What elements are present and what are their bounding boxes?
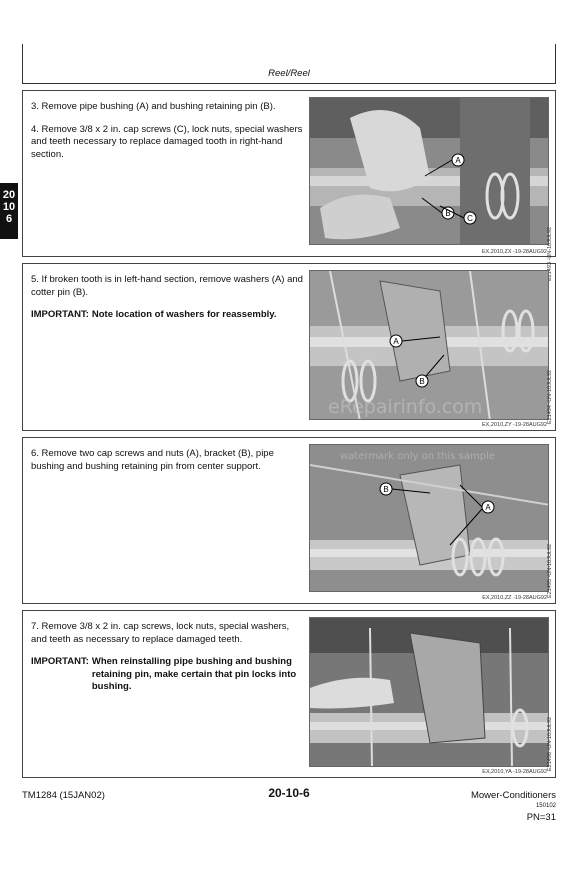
step-panel-3 <box>22 437 556 604</box>
photo-4 <box>309 617 549 767</box>
callout-b-1: B <box>445 209 451 218</box>
important-label-1: IMPORTANT: <box>31 309 89 320</box>
important-note-2 <box>31 656 303 694</box>
panel-3-text <box>31 448 303 483</box>
panel-2-text <box>31 274 303 322</box>
tab-line-1: 20 <box>2 189 16 201</box>
callout-c-1: C <box>467 214 473 223</box>
tab-line-3: 6 <box>5 213 13 225</box>
footer-doc-id: TM1284 (15JAN02) <box>22 790 105 801</box>
caption-2: EX,2010,ZY -19-28AUG92 <box>481 422 547 428</box>
header-box <box>22 44 556 84</box>
watermark-main: eRepairinfo.com <box>328 396 483 418</box>
footer-manual-title: Mower-Conditioners <box>470 790 556 801</box>
footer-date-code: 150102 <box>535 803 556 809</box>
section-tab <box>0 183 18 239</box>
callout-a-2: A <box>393 337 399 346</box>
step-5: 5. If broken tooth is in left-hand section, remove washers (A) and cotter pin (B). <box>31 274 303 298</box>
panel-4-text <box>31 621 303 694</box>
important-label-2: IMPORTANT: <box>31 656 89 667</box>
step-6: 6. Remove two cap screws and nuts (A), bracket (B), pipe bushing and bushing retaining pin from center support. <box>31 448 274 472</box>
footer-pn: PN=31 <box>526 812 556 823</box>
caption-4: EX,2010,YA -19-28AUG92 <box>482 769 547 775</box>
footer-page-number: 20-10-6 <box>268 786 310 800</box>
tab-line-2: 10 <box>2 201 16 213</box>
step-panel-1 <box>22 90 556 281</box>
important-note-1 <box>31 309 303 322</box>
caption-3: EX,2010,ZZ -19-28AUG92 <box>482 595 547 601</box>
figure-code-1: E21493 -UN-10JUL92 <box>547 226 553 281</box>
photo-1 <box>309 97 549 245</box>
step-7: 7. Remove 3/8 x 2 in. cap screws, lock nuts, special washers, and teeth as necessary to replace damaged teeth. <box>31 621 290 645</box>
callout-a-3: A <box>485 503 491 512</box>
section-title: Reel/Reel <box>268 68 310 79</box>
panel-1-text <box>31 101 303 171</box>
important-text-2: When reinstalling pipe bushing and bushing retaining pin, make certain that pin locks into bushing. <box>91 656 297 692</box>
figure-code-4: E21496 -UN-10JUL92 <box>547 716 553 771</box>
caption-1: EX,2010,ZX -19-28AUG92 <box>481 249 547 255</box>
footer-right <box>471 790 556 823</box>
callout-b-2: B <box>419 377 425 386</box>
photo-3 <box>309 444 549 592</box>
figure-code-3: E21495 -UN-10JUL92 <box>547 543 553 598</box>
important-text-1: Note location of washers for reassembly. <box>91 309 277 320</box>
step-4: 4. Remove 3/8 x 2 in. cap screws (C), lock nuts, special washers and teeth necessary to replace damaged tooth in right-hand section. <box>31 123 303 160</box>
step-3: 3. Remove pipe bushing (A) and bushing retaining pin (B). <box>31 101 276 112</box>
callout-a-1: A <box>455 156 461 165</box>
step-panel-4 <box>22 610 556 778</box>
figure-code-2: E21494 -UN-10JUL92 <box>547 369 553 424</box>
watermark-sub: watermark only on this sample <box>340 451 496 462</box>
callout-b-3: B <box>383 485 389 494</box>
